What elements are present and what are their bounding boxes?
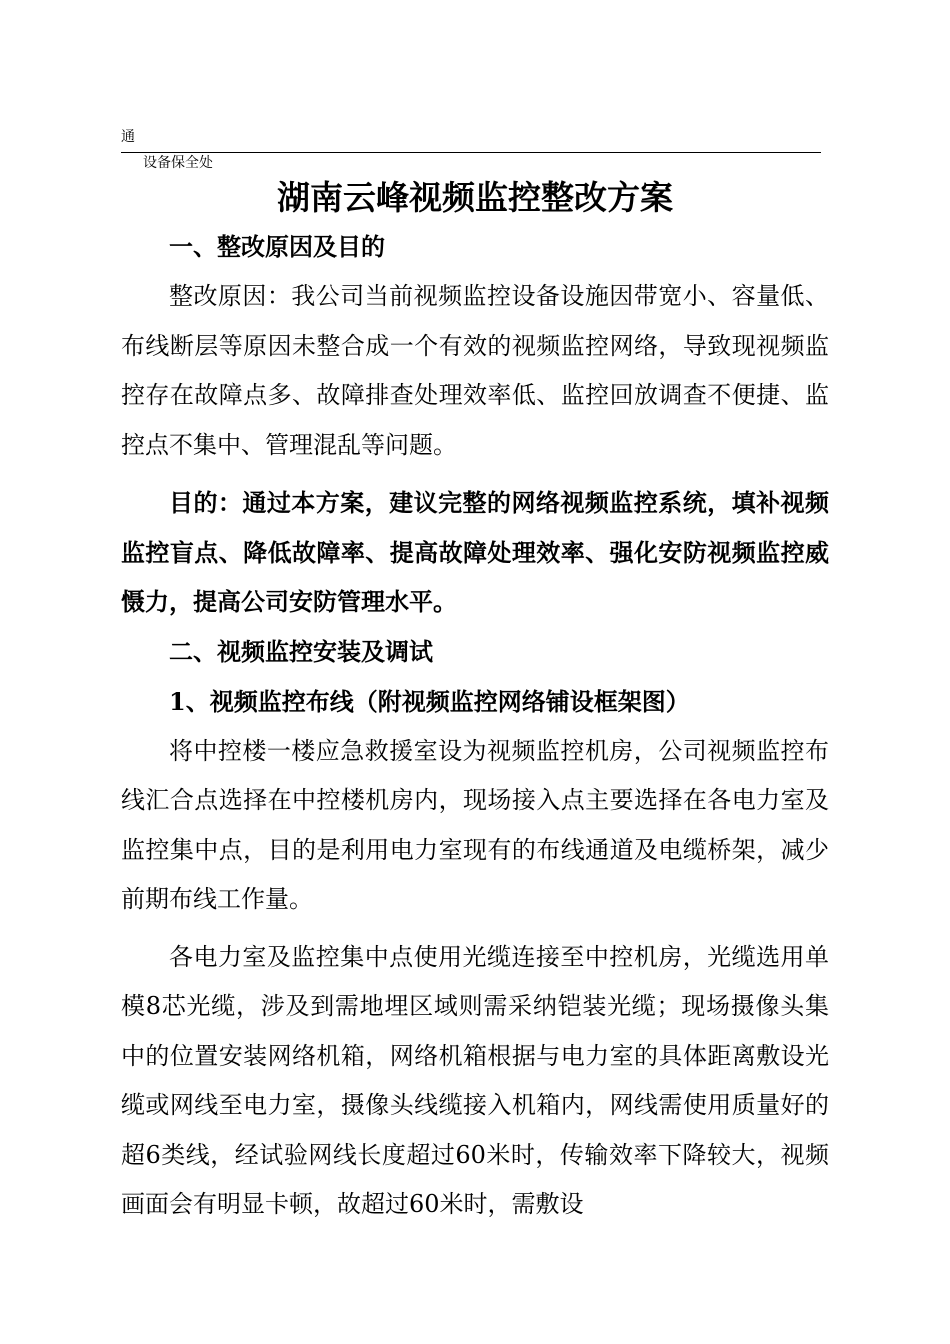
header-divider [121,152,821,153]
header-department: 设备保全处 [143,155,213,171]
header-top-text: 通 [121,129,135,145]
subsection-heading-1: 1、视频监控布线（附视频监控网络铺设框架图） [169,686,690,716]
paragraph-reason: 整改原因：我公司当前视频监控设备设施因带宽小、容量低、布线断层等原因未整合成一个有效的视频监控网络，导致现视频监控存在故障点多、故障排查处理效率低、监控回放调查不便捷、监控点不集中、管理混乱等问题。 [121,282,829,459]
paragraph-wiring-1: 将中控楼一楼应急救援室设为视频监控机房，公司视频监控布线汇合点选择在中控楼机房内，现场接入点主要选择在各电力室及监控集中点，目的是利用电力室现有的布线通道及电缆桥架，减少前期布线工作量。 [121,736,829,913]
page-title: 湖南云峰视频监控整改方案 [277,178,673,217]
section-heading-2: 二、视频监控安装及调试 [169,636,433,666]
section-heading-1: 一、整改原因及目的 [169,232,385,261]
paragraph-wiring-2: 各电力室及监控集中点使用光缆连接至中控机房，光缆选用单模8芯光缆，涉及到需地埋区域则需采纳铠装光缆；现场摄像头集中的位置安装网络机箱，网络机箱根据与电力室的具体距离敷设光缆或网线至电力室，摄像头线缆接入机箱内，网线需使用质量好的超6类线，经试验网线长度超过60米时，传输效率下降较大，视频画面会有明显卡顿，故超过60米时，需敷设 [121,942,829,1218]
document-body [121,222,829,1230]
paragraph-purpose: 目的：通过本方案，建议完整的网络视频监控系统，填补视频监控盲点、降低故障率、提高故障处理效率、强化安防视频监控威慑力，提高公司安防管理水平。 [121,488,829,616]
